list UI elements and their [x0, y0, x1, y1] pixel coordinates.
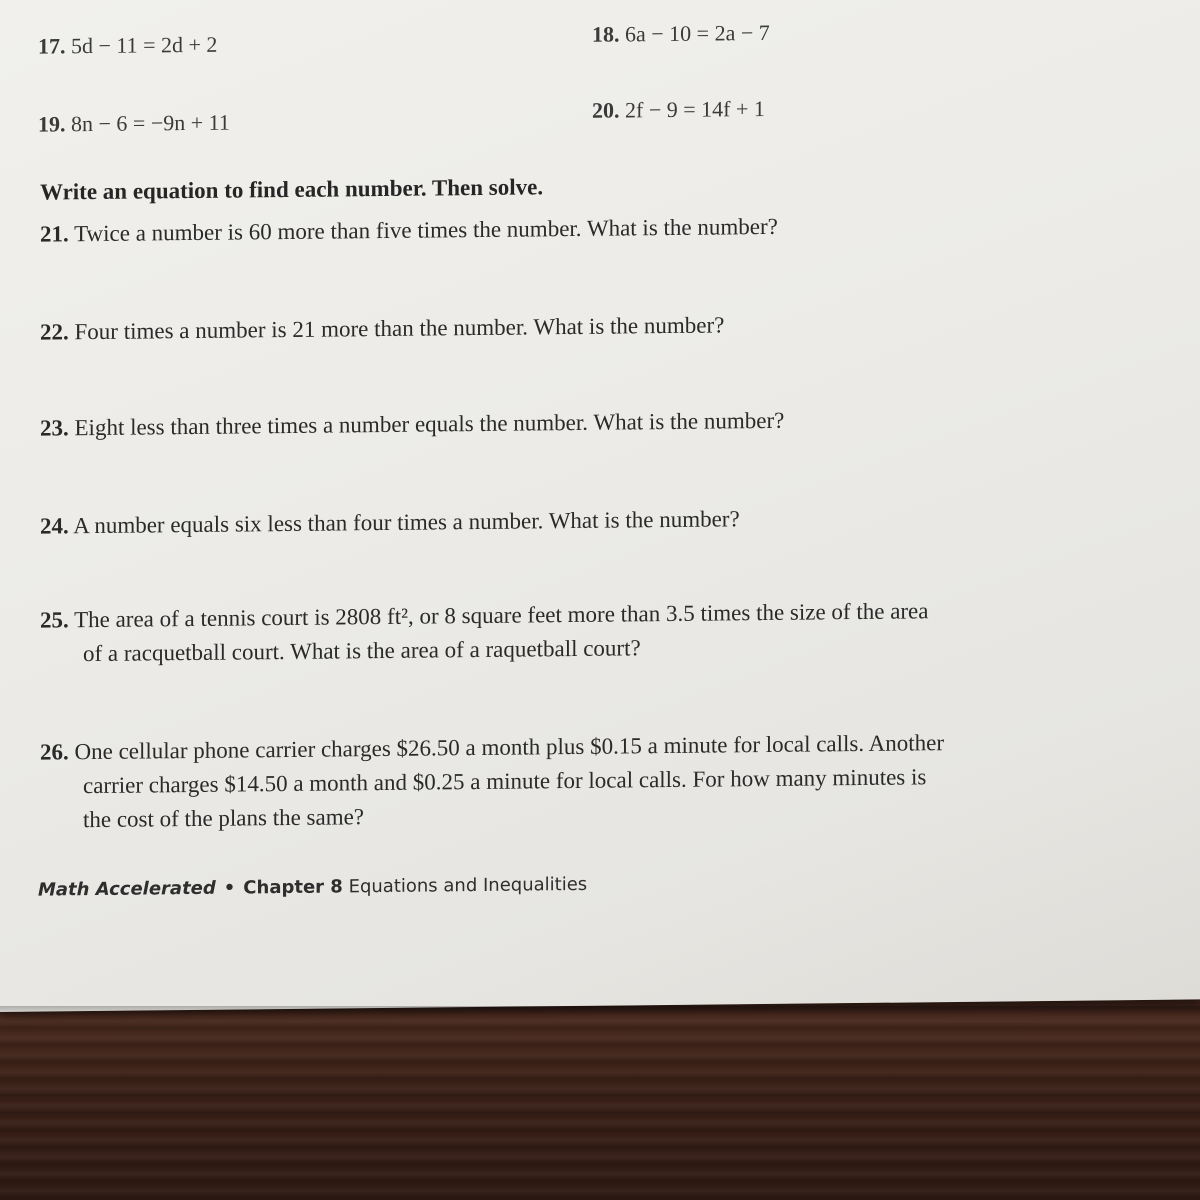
equation-20: 20. 2f − 9 = 14f + 1: [592, 95, 765, 123]
problem-23: 23. Eight less than three times a number equals the number. What is the number?: [40, 407, 785, 441]
problem-21: 21. Twice a number is 60 more than five times the number. What is the number?: [40, 213, 778, 247]
book-title: Math Accelerated: [38, 877, 216, 901]
equation-17: 17. 5d − 11 = 2d + 2: [38, 31, 218, 59]
wooden-table: [0, 1010, 1200, 1200]
bullet-separator: •: [223, 877, 236, 899]
page-footer: [38, 874, 587, 901]
chapter-title: Equations and Inequalities: [348, 873, 588, 898]
equation-19: 19. 8n − 6 = −9n + 11: [38, 109, 230, 137]
problem-26: 26. One cellular phone carrier charges $26.50 a month plus $0.15 a minute for local calls. Another carrier charges $14.50 a month and $0.25 a minute for local calls. For how many minutes is the cost of the plans the same?: [40, 730, 944, 833]
equation-18: 18. 6a − 10 = 2a − 7: [592, 19, 770, 47]
problem-24: 24. A number equals six less than four times a number. What is the number?: [40, 506, 740, 539]
problem-22: 22. Four times a number is 21 more than the number. What is the number?: [40, 312, 725, 345]
problem-25: 25. The area of a tennis court is 2808 ft², or 8 square feet more than 3.5 times the size of the area of a racquetball court. What is the area of a raquetball court?: [40, 598, 929, 667]
chapter-label: Chapter 8: [243, 876, 343, 899]
page-shadow: [0, 1006, 1200, 1016]
instructions-heading: Write an equation to find each number. Then solve.: [40, 174, 544, 205]
